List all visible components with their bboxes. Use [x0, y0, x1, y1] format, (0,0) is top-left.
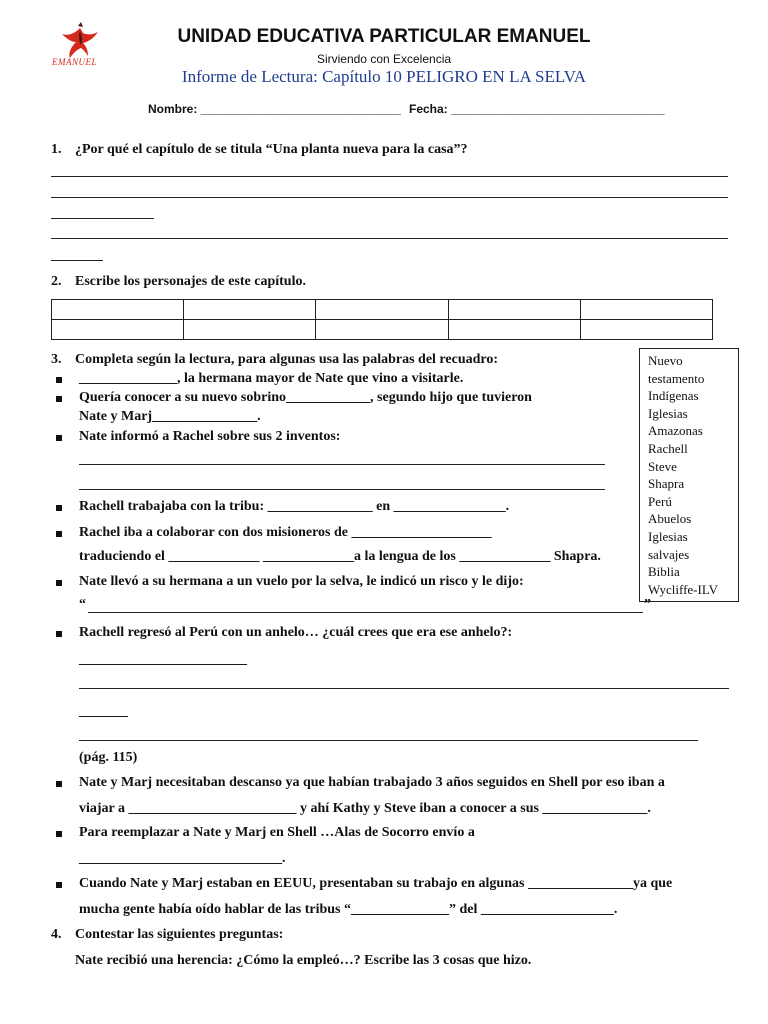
- name-field[interactable]: Nombre: ______________________________: [148, 102, 401, 116]
- school-motto: Sirviendo con Excelencia: [316, 52, 452, 66]
- longing-blank-2[interactable]: _______: [79, 704, 128, 719]
- answer-line[interactable]: [79, 740, 698, 741]
- table-cell[interactable]: [316, 320, 448, 340]
- q3-item-missionaries-cont: traduciendo el _____________ _____________a la lengua de los _____________ Shapra.: [79, 549, 601, 564]
- word-box-item: Iglesias: [648, 405, 688, 421]
- word-box-item: Biblia: [648, 564, 680, 580]
- answer-line[interactable]: [51, 260, 103, 261]
- bullet-icon: [56, 631, 62, 637]
- word-box-item: Nuevo: [648, 353, 683, 368]
- q3-item-usa: Cuando Nate y Marj estaban en EEUU, presentaban su trabajo en algunas _______________ya que: [79, 876, 673, 891]
- table-cell[interactable]: [448, 320, 580, 340]
- table-row: [52, 300, 713, 320]
- answer-line[interactable]: [88, 612, 643, 613]
- word-box-item: testamento: [648, 370, 705, 386]
- answer-line[interactable]: [79, 489, 605, 490]
- q3-item-rest-cont: viajar a ________________________ y ahí Kathy y Steve iban a conocer a sus _______________.: [79, 801, 651, 816]
- q4-subquestion: Nate recibió una herencia: ¿Cómo la empleó…? Escribe las 3 cosas que hizo.: [75, 953, 532, 968]
- q3-item-missionaries: Rachel iba a colaborar con dos misioneros de ____________________: [79, 525, 492, 540]
- quote-close: ”: [644, 597, 651, 612]
- bullet-icon: [56, 435, 62, 441]
- q4-text: Contestar las siguientes preguntas:: [75, 927, 284, 942]
- bullet-icon: [56, 580, 62, 586]
- q3-item-nephew-cont: Nate y Marj_______________.: [79, 409, 261, 424]
- word-box-item: Abuelos: [648, 511, 692, 527]
- page-reference: (pág. 115): [79, 750, 138, 765]
- report-title: Informe de Lectura: Capítulo 10 PELIGRO EN LA SELVA: [181, 67, 587, 86]
- bullet-icon: [56, 882, 62, 888]
- q3-item-usa-cont: mucha gente había oído hablar de las tribus “______________” del ___________________.: [79, 902, 618, 917]
- word-box: [639, 348, 739, 602]
- q3-item-sister: ______________, la hermana mayor de Nate que vino a visitarle.: [79, 371, 464, 386]
- answer-line[interactable]: [51, 197, 728, 198]
- word-box-item: Steve: [648, 458, 677, 474]
- word-box-item: Iglesias: [648, 528, 688, 544]
- table-cell[interactable]: [52, 320, 184, 340]
- word-box-item: Rachell: [648, 440, 688, 456]
- answer-line[interactable]: [51, 218, 154, 219]
- answer-line[interactable]: [51, 238, 728, 239]
- answer-line[interactable]: [51, 176, 728, 177]
- word-box-item: salvajes: [648, 546, 690, 562]
- school-name: UNIDAD EDUCATIVA PARTICULAR EMANUEL: [177, 26, 591, 47]
- table-cell[interactable]: [580, 300, 712, 320]
- q4-number: 4.: [51, 927, 62, 942]
- q3-item-replacement: Para reemplazar a Nate y Marj en Shell …Alas de Socorro envío a: [79, 825, 475, 840]
- table-row: [52, 320, 713, 340]
- word-box-item: Indígenas: [648, 388, 699, 404]
- answer-line[interactable]: [79, 688, 729, 689]
- answer-line[interactable]: [79, 464, 605, 465]
- bullet-icon: [56, 531, 62, 537]
- word-box-item: Perú: [648, 493, 672, 509]
- q1-text: ¿Por qué el capítulo de se titula “Una planta nueva para la casa”?: [75, 142, 468, 157]
- q3-item-nephew: Quería conocer a su nuevo sobrino____________, segundo hijo que tuvieron: [79, 390, 532, 405]
- bullet-icon: [56, 831, 62, 837]
- logo-text: EMANUEL: [52, 57, 97, 67]
- bullet-icon: [56, 377, 62, 383]
- table-cell[interactable]: [316, 300, 448, 320]
- bullet-icon: [56, 505, 62, 511]
- q2-text: Escribe los personajes de este capítulo.: [75, 274, 306, 289]
- date-field[interactable]: Fecha: ________________________________: [409, 102, 665, 116]
- q3-item-inventions: Nate informó a Rachel sobre sus 2 inventos:: [79, 429, 341, 444]
- table-cell[interactable]: [448, 300, 580, 320]
- table-cell[interactable]: [184, 300, 316, 320]
- bullet-icon: [56, 781, 62, 787]
- characters-table: [51, 299, 713, 340]
- word-box-item: Amazonas: [648, 423, 703, 439]
- word-box-item: Shapra: [648, 476, 685, 492]
- quote-open: “: [79, 597, 86, 612]
- q3-item-flight: Nate llevó a su hermana a un vuelo por la selva, le indicó un risco y le dijo:: [79, 574, 524, 589]
- q3-item-rest: Nate y Marj necesitaban descanso ya que habían trabajado 3 años seguidos en Shell por eso iban a: [79, 775, 665, 790]
- q2-number: 2.: [51, 274, 62, 289]
- bullet-icon: [56, 396, 62, 402]
- q3-item-longing: Rachell regresó al Perú con un anhelo… ¿cuál crees que era ese anhelo?:: [79, 625, 513, 640]
- q3-text: Completa según la lectura, para algunas usa las palabras del recuadro:: [75, 352, 499, 367]
- q3-item-replacement-cont: _____________________________.: [79, 851, 286, 866]
- table-cell[interactable]: [580, 320, 712, 340]
- word-box-item: Wycliffe-ILV: [648, 581, 718, 597]
- q1-number: 1.: [51, 142, 62, 157]
- table-cell[interactable]: [184, 320, 316, 340]
- q3-item-tribe: Rachell trabajaba con la tribu: _______________ en ________________.: [79, 499, 510, 514]
- q3-number: 3.: [51, 352, 62, 367]
- longing-blank[interactable]: ________________________: [79, 652, 247, 667]
- table-cell[interactable]: [52, 300, 184, 320]
